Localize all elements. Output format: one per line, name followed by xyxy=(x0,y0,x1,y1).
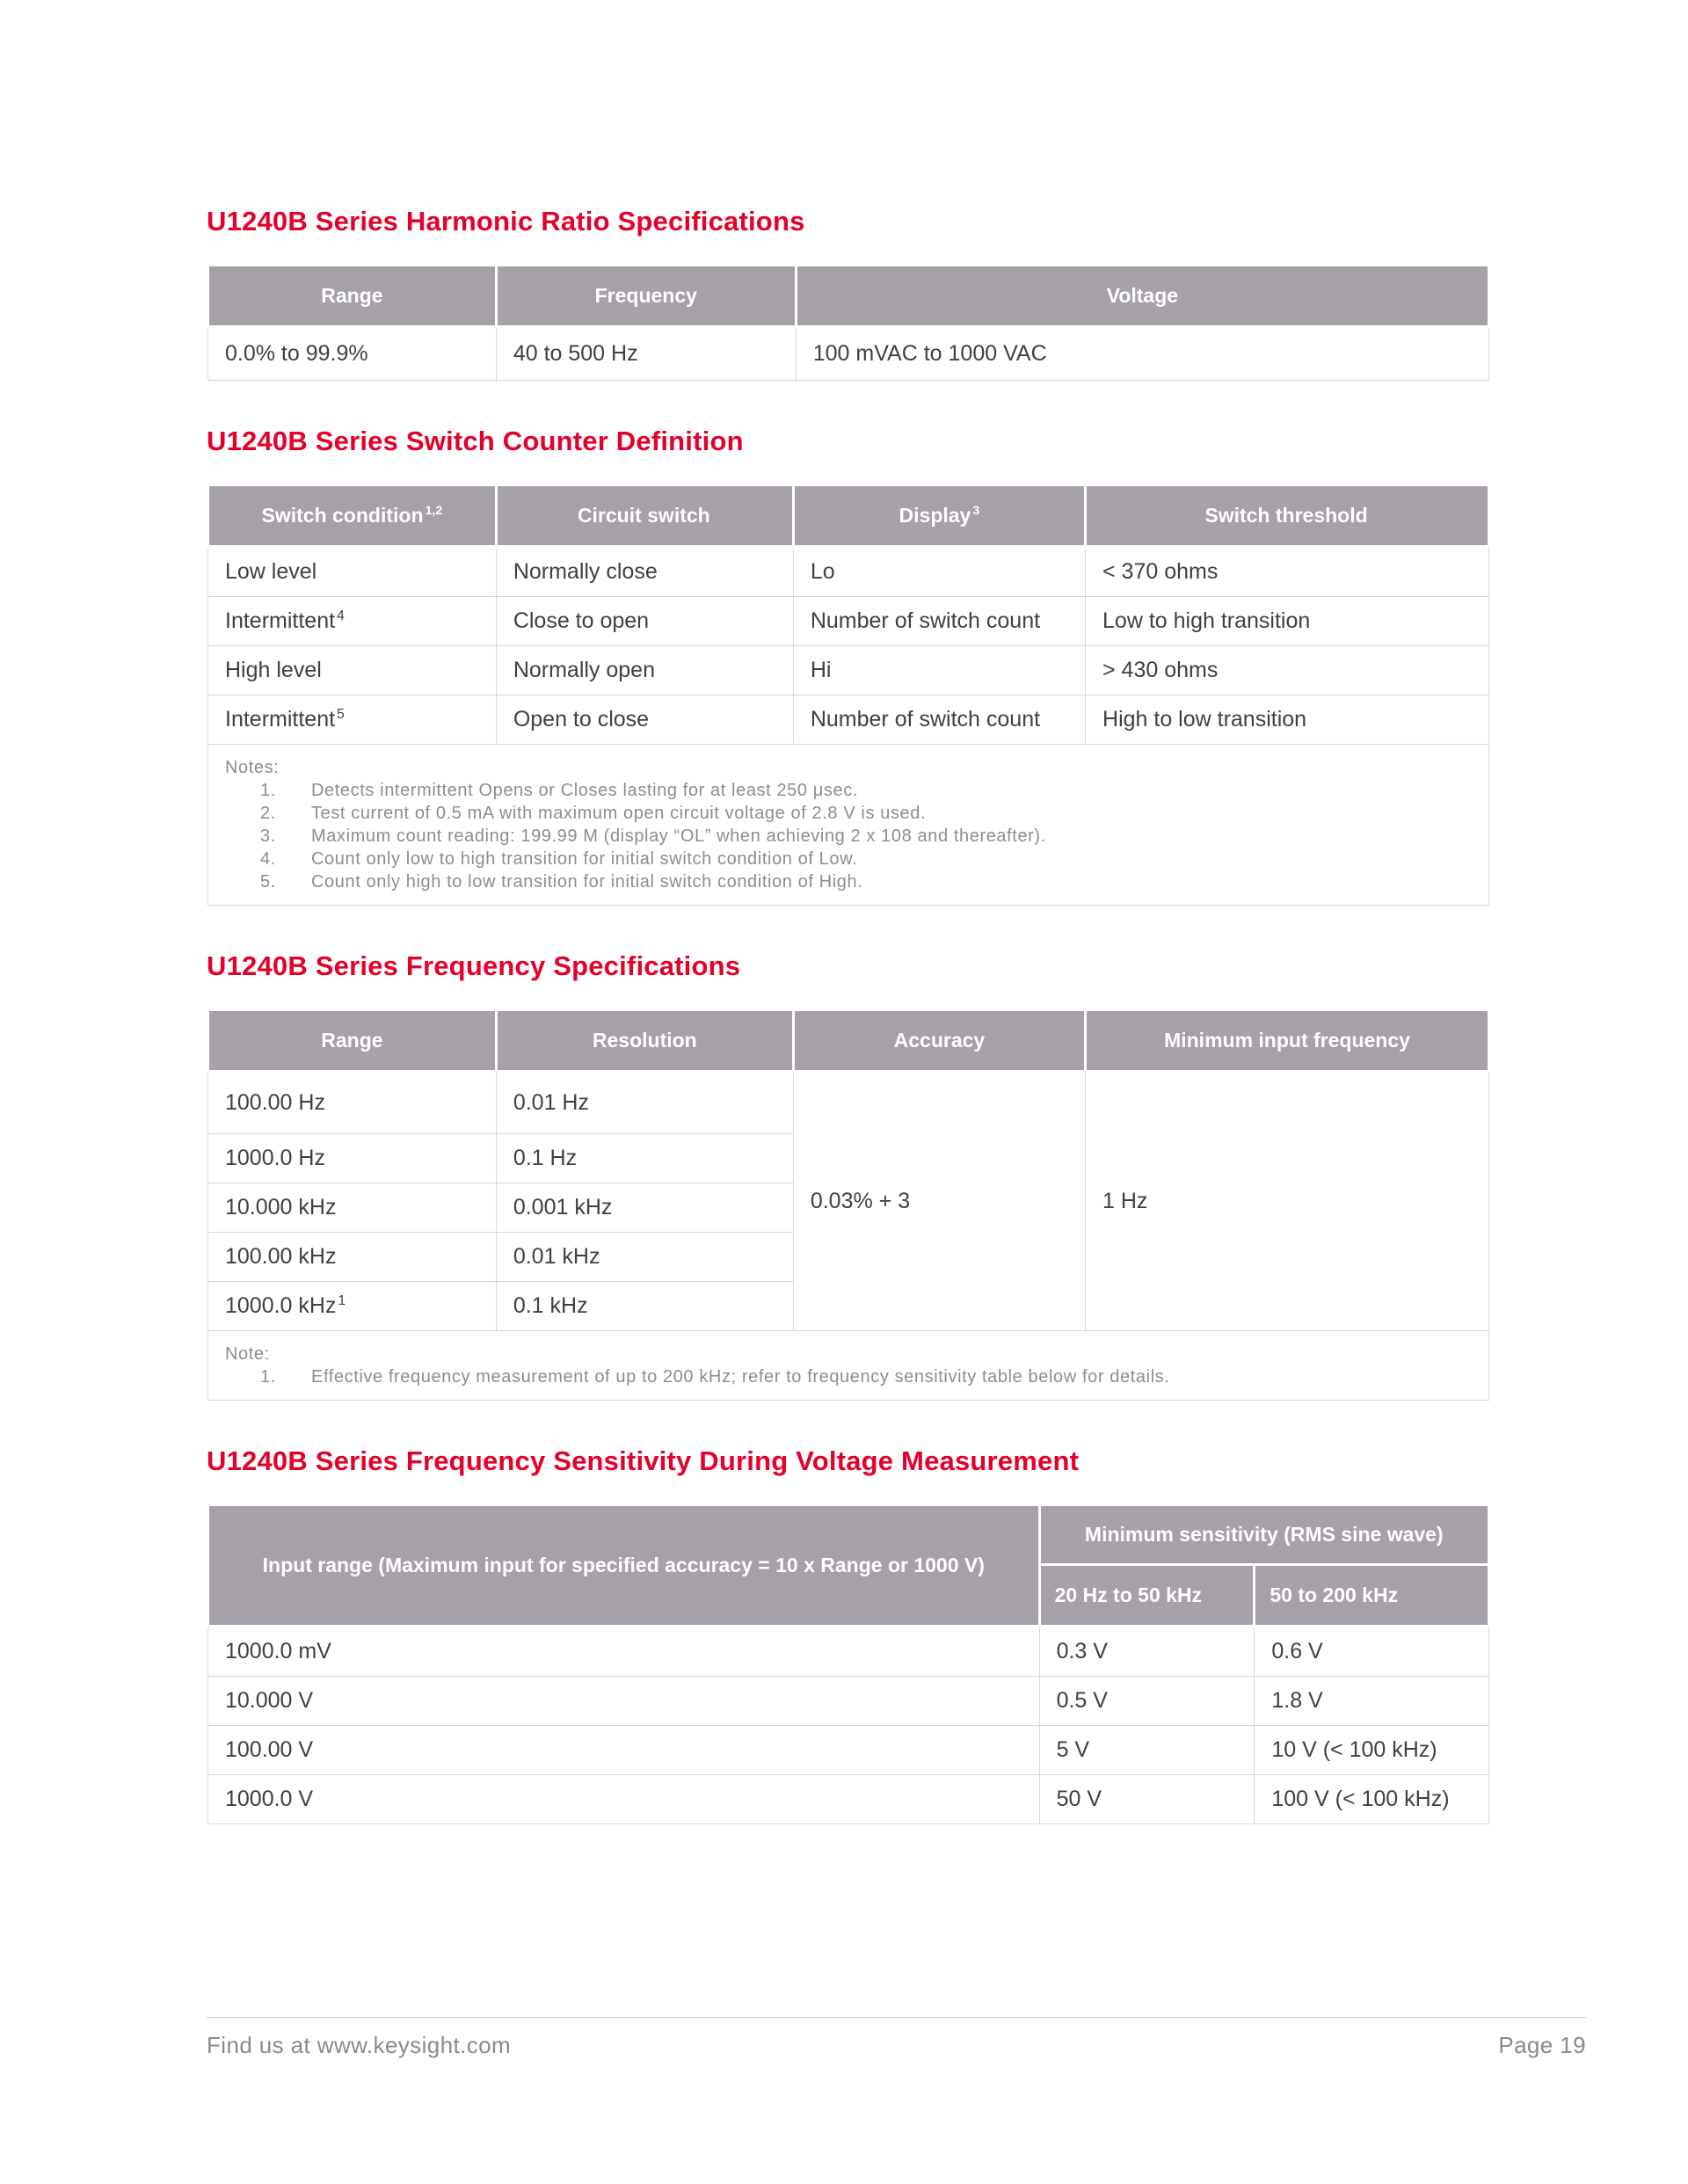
cell-text: Intermittent xyxy=(225,707,336,732)
cell-display: Number of switch count xyxy=(793,695,1085,745)
cell-range xyxy=(208,1134,497,1183)
note-item xyxy=(225,848,1472,870)
header-row xyxy=(208,485,1489,547)
cell-sensitivity-high-band: 10 V (< 100 kHz) xyxy=(1255,1726,1489,1775)
cell-switch-condition xyxy=(208,597,497,646)
cell-resolution: 0.1 Hz xyxy=(496,1134,793,1183)
cell-accuracy: 0.03% + 3 xyxy=(793,1072,1085,1331)
cell-resolution: 0.1 kHz xyxy=(496,1282,793,1331)
table-row xyxy=(208,327,1489,381)
note-text: Maximum count reading: 199.99 M (display “OL” when achieving 2 x 108 and thereafter). xyxy=(311,826,1046,846)
cell-switch-condition xyxy=(208,646,497,695)
cell-sensitivity-low-band: 0.5 V xyxy=(1039,1677,1255,1726)
note-item xyxy=(225,779,1472,802)
cell-sensitivity-high-band: 100 V (< 100 kHz) xyxy=(1255,1775,1489,1824)
cell-circuit-switch: Normally close xyxy=(496,547,793,597)
note-item xyxy=(225,870,1472,893)
note-number: 1. xyxy=(260,1367,276,1387)
section-switch-counter xyxy=(207,425,1490,906)
cell-range: 0.0% to 99.9% xyxy=(208,327,497,381)
harmonic-ratio-table xyxy=(207,264,1490,381)
cell-text: 1000.0 kHz xyxy=(225,1293,337,1318)
col-header-display xyxy=(793,485,1085,547)
cell-superscript: 4 xyxy=(337,608,345,623)
cell-input-range: 1000.0 mV xyxy=(208,1627,1040,1677)
header-superscript: 3 xyxy=(972,504,980,519)
frequency-sensitivity-title: U1240B Series Frequency Sensitivity During Voltage Measurement xyxy=(207,1445,1080,1476)
cell-sensitivity-low-band: 5 V xyxy=(1039,1726,1255,1775)
harmonic-ratio-title: U1240B Series Harmonic Ratio Specifications xyxy=(207,206,805,237)
table-row xyxy=(208,1726,1489,1775)
cell-circuit-switch: Normally open xyxy=(496,646,793,695)
cell-superscript: 1 xyxy=(338,1292,346,1308)
col-header-circuit-switch xyxy=(496,485,793,547)
table-row xyxy=(208,695,1489,745)
note-text: Detects intermittent Opens or Closes lasting for at least 250 μsec. xyxy=(311,781,858,800)
cell-switch-threshold: High to low transition xyxy=(1086,695,1489,745)
col-header-20hz-50khz: 20 Hz to 50 kHz xyxy=(1039,1565,1255,1627)
col-header-frequency: Frequency xyxy=(496,266,796,327)
notes-row xyxy=(208,745,1489,906)
cell-text: 10.000 kHz xyxy=(225,1195,337,1219)
cell-display: Lo xyxy=(793,547,1085,597)
section-frequency-sensitivity xyxy=(207,1445,1490,1824)
cell-resolution: 0.01 kHz xyxy=(496,1233,793,1282)
cell-switch-condition xyxy=(208,547,497,597)
cell-resolution: 0.001 kHz xyxy=(496,1183,793,1233)
cell-resolution: 0.01 Hz xyxy=(496,1072,793,1134)
cell-sensitivity-low-band: 0.3 V xyxy=(1039,1627,1255,1677)
notes-row xyxy=(208,1331,1489,1401)
col-header-input-range: Input range (Maximum input for specified accuracy = 10 x Range or 1000 V) xyxy=(208,1505,1040,1627)
section-frequency-specs xyxy=(207,950,1490,1401)
cell-text: Low level xyxy=(225,559,317,584)
cell-display: Hi xyxy=(793,646,1085,695)
cell-switch-threshold: Low to high transition xyxy=(1086,597,1489,646)
cell-text: 100.00 Hz xyxy=(225,1090,325,1115)
table-row xyxy=(208,597,1489,646)
note-number: 5. xyxy=(260,872,276,892)
header-superscript: 1,2 xyxy=(425,504,443,519)
notes-label: Notes: xyxy=(225,758,280,777)
cell-switch-threshold: < 370 ohms xyxy=(1086,547,1489,597)
cell-input-range: 100.00 V xyxy=(208,1726,1040,1775)
note-number: 1. xyxy=(260,781,276,800)
table-notes xyxy=(208,1331,1489,1401)
note-item xyxy=(225,802,1472,825)
note-text: Effective frequency measurement of up to 200 kHz; refer to frequency sensitivity table below for details. xyxy=(311,1367,1170,1387)
note-item xyxy=(225,1365,1472,1388)
col-header-accuracy: Accuracy xyxy=(793,1010,1085,1072)
cell-range xyxy=(208,1183,497,1233)
col-header-voltage: Voltage xyxy=(796,266,1488,327)
cell-display: Number of switch count xyxy=(793,597,1085,646)
header-label: Circuit switch xyxy=(577,504,710,527)
col-header-resolution: Resolution xyxy=(496,1010,793,1072)
page-content xyxy=(207,0,1490,1824)
cell-superscript: 5 xyxy=(337,706,345,722)
note-number: 2. xyxy=(260,804,276,823)
table-row xyxy=(208,646,1489,695)
cell-text: 100.00 kHz xyxy=(225,1244,337,1269)
cell-switch-condition xyxy=(208,695,497,745)
note-text: Count only low to high transition for initial switch condition of Low. xyxy=(311,849,858,869)
header-label: Switch condition xyxy=(261,504,424,527)
table-row xyxy=(208,1072,1489,1134)
frequency-sensitivity-table xyxy=(207,1503,1490,1824)
table-row xyxy=(208,1775,1489,1824)
cell-switch-threshold: > 430 ohms xyxy=(1086,646,1489,695)
table-row xyxy=(208,547,1489,597)
cell-text: High level xyxy=(225,658,322,682)
notes-label: Note: xyxy=(225,1344,270,1364)
switch-counter-title: U1240B Series Switch Counter Definition xyxy=(207,426,744,456)
note-text: Count only high to low transition for initial switch condition of High. xyxy=(311,872,863,892)
col-header-switch-condition xyxy=(208,485,497,547)
header-label: Switch threshold xyxy=(1204,504,1368,527)
header-row xyxy=(208,1010,1489,1072)
cell-range xyxy=(208,1282,497,1331)
cell-circuit-switch: Open to close xyxy=(496,695,793,745)
page-number: Page 19 xyxy=(1498,2032,1586,2058)
section-harmonic-ratio xyxy=(207,205,1490,381)
cell-sensitivity-low-band: 50 V xyxy=(1039,1775,1255,1824)
cell-sensitivity-high-band: 0.6 V xyxy=(1255,1627,1489,1677)
note-number: 3. xyxy=(260,826,276,846)
frequency-specs-title: U1240B Series Frequency Specifications xyxy=(207,950,741,981)
switch-counter-table xyxy=(207,484,1490,906)
col-header-switch-threshold xyxy=(1086,485,1489,547)
footer-find-us-text: Find us at www.keysight.com xyxy=(207,2032,512,2058)
col-header-min-input-frequency: Minimum input frequency xyxy=(1086,1010,1489,1072)
col-header-range: Range xyxy=(208,1010,497,1072)
header-label: Display xyxy=(899,504,971,527)
cell-text: 1000.0 Hz xyxy=(225,1146,325,1170)
note-number: 4. xyxy=(260,849,276,869)
cell-input-range: 1000.0 V xyxy=(208,1775,1040,1824)
cell-range xyxy=(208,1233,497,1282)
note-item xyxy=(225,825,1472,848)
col-header-50-200khz: 50 to 200 kHz xyxy=(1255,1565,1489,1627)
frequency-specs-table xyxy=(207,1008,1490,1401)
note-text: Test current of 0.5 mA with maximum open circuit voltage of 2.8 V is used. xyxy=(311,804,927,823)
cell-text: Intermittent xyxy=(225,608,336,633)
cell-input-range: 10.000 V xyxy=(208,1677,1040,1726)
cell-voltage: 100 mVAC to 1000 VAC xyxy=(796,327,1488,381)
col-header-range: Range xyxy=(208,266,497,327)
table-row xyxy=(208,1677,1489,1726)
cell-sensitivity-high-band: 1.8 V xyxy=(1255,1677,1489,1726)
table-row xyxy=(208,1627,1489,1677)
cell-circuit-switch: Close to open xyxy=(496,597,793,646)
table-notes xyxy=(208,745,1489,906)
cell-range xyxy=(208,1072,497,1134)
page-footer xyxy=(207,2017,1586,2059)
col-header-min-sensitivity-group: Minimum sensitivity (RMS sine wave) xyxy=(1039,1505,1488,1565)
cell-frequency: 40 to 500 Hz xyxy=(496,327,796,381)
cell-min-input-frequency: 1 Hz xyxy=(1086,1072,1489,1331)
header-row xyxy=(208,266,1489,327)
header-row xyxy=(208,1505,1489,1565)
